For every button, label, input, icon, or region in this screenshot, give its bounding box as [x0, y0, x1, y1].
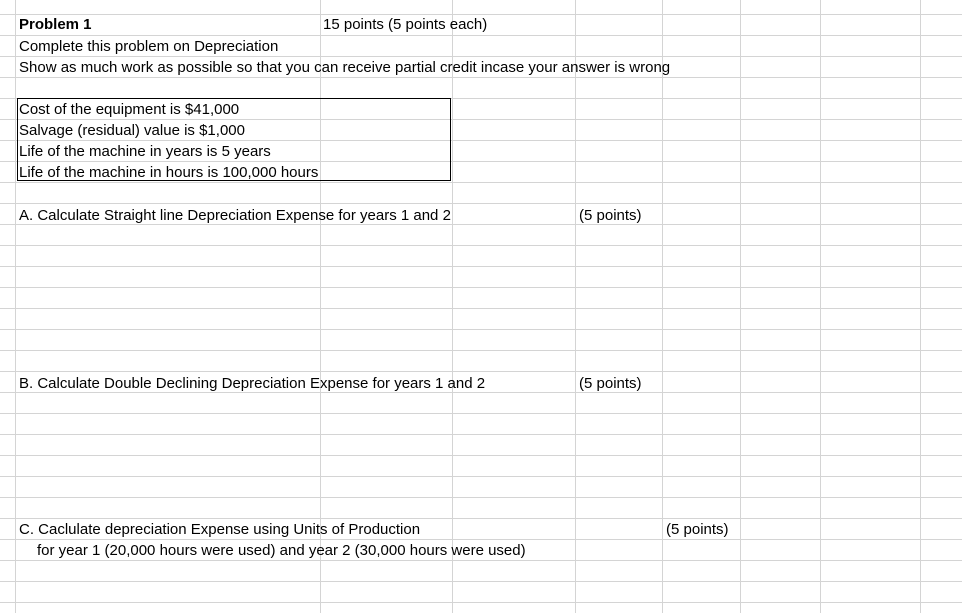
question-c-points[interactable]: (5 points)	[666, 521, 729, 538]
column-gridline	[575, 0, 576, 613]
column-gridline	[820, 0, 821, 613]
row-gridline	[0, 602, 962, 603]
row-gridline	[0, 392, 962, 393]
row-gridline	[0, 413, 962, 414]
row-gridline	[0, 434, 962, 435]
question-b-points[interactable]: (5 points)	[579, 375, 642, 392]
instruction-line-2[interactable]: Show as much work as possible so that you can receive partial credit incase your answer is wrong	[19, 59, 671, 76]
given-life-years[interactable]: Life of the machine in years is 5 years	[19, 143, 271, 160]
row-gridline	[0, 35, 962, 36]
question-a-points[interactable]: (5 points)	[579, 207, 642, 224]
row-gridline	[0, 455, 962, 456]
row-gridline	[0, 539, 962, 540]
row-gridline	[0, 56, 962, 57]
question-c[interactable]: C. Caclulate depreciation Expense using Units of Production	[19, 521, 421, 538]
row-gridline	[0, 224, 962, 225]
row-gridline	[0, 287, 962, 288]
row-gridline	[0, 371, 962, 372]
column-gridline	[15, 0, 16, 613]
row-gridline	[0, 14, 962, 15]
row-gridline	[0, 77, 962, 78]
row-gridline	[0, 518, 962, 519]
question-a[interactable]: A. Calculate Straight line Depreciation Expense for years 1 and 2	[19, 207, 451, 224]
column-gridline	[740, 0, 741, 613]
question-c-detail[interactable]: for year 1 (20,000 hours were used) and year 2 (30,000 hours were used)	[37, 542, 526, 559]
row-gridline	[0, 203, 962, 204]
column-gridline	[662, 0, 663, 613]
column-gridline	[452, 0, 453, 613]
row-gridline	[0, 560, 962, 561]
row-gridline	[0, 266, 962, 267]
row-gridline	[0, 308, 962, 309]
row-gridline	[0, 350, 962, 351]
row-gridline	[0, 581, 962, 582]
row-gridline	[0, 245, 962, 246]
given-cost[interactable]: Cost of the equipment is $41,000	[19, 101, 240, 118]
row-gridline	[0, 476, 962, 477]
row-gridline	[0, 182, 962, 183]
problem-points[interactable]: 15 points (5 points each)	[323, 16, 488, 33]
row-gridline	[0, 329, 962, 330]
given-salvage[interactable]: Salvage (residual) value is $1,000	[19, 122, 245, 139]
column-gridline	[920, 0, 921, 613]
instruction-line-1[interactable]: Complete this problem on Depreciation	[19, 38, 279, 55]
question-b[interactable]: B. Calculate Double Declining Depreciation Expense for years 1 and 2	[19, 375, 486, 392]
row-gridline	[0, 497, 962, 498]
problem-title[interactable]: Problem 1	[19, 16, 92, 33]
given-life-hours[interactable]: Life of the machine in hours is 100,000 hours	[19, 164, 319, 181]
